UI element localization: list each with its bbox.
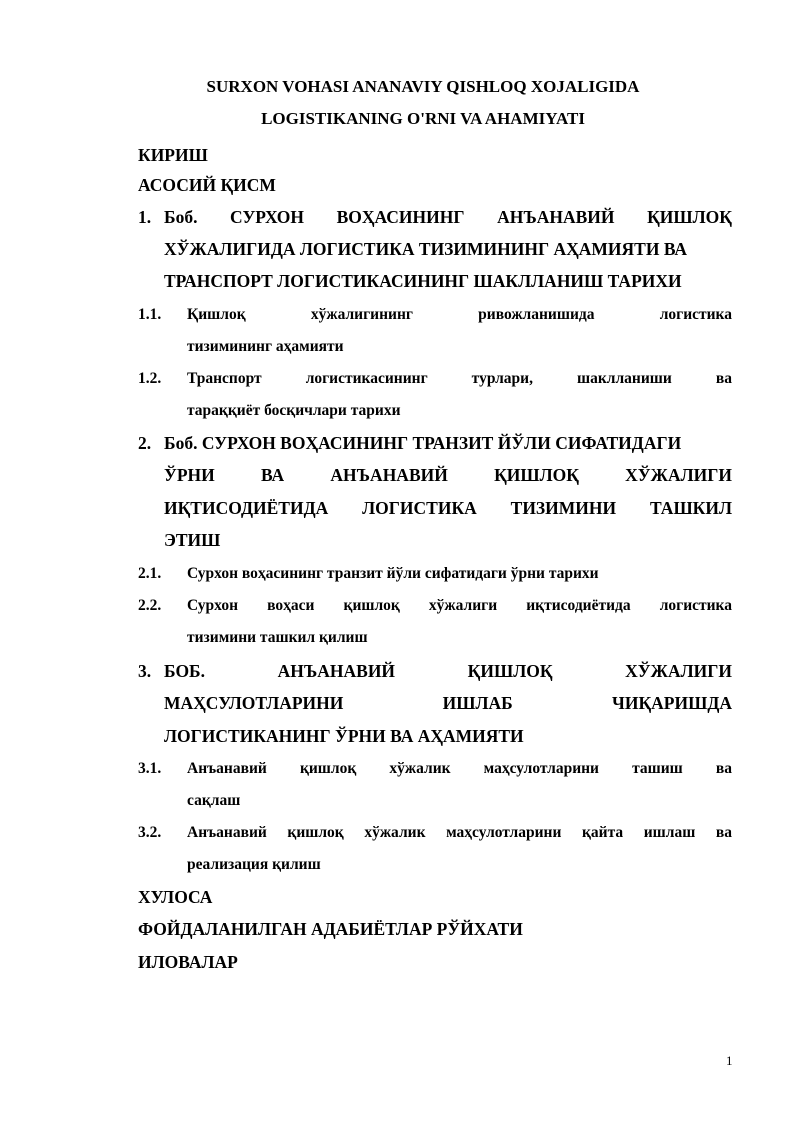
toc-word: ҚИШЛОҚ — [467, 661, 553, 681]
toc-word: қайта — [581, 824, 624, 841]
toc-word: АНЪАНАВИЙ — [277, 661, 396, 681]
toc-chapter-number: 1. — [138, 207, 152, 227]
toc-word: ишлаш — [643, 824, 696, 841]
toc-section-number: 1.1. — [138, 306, 162, 323]
toc-chapter-line — [164, 693, 732, 714]
toc-main-part: АСОСИЙ ҚИСМ — [138, 175, 276, 195]
toc-section-number: 2.1. — [138, 565, 162, 582]
toc-chapter-line — [164, 207, 732, 228]
toc-word: БОБ. — [164, 661, 206, 681]
toc-section-line — [187, 597, 732, 615]
toc-word: АНЪАНАВИЙ — [497, 207, 615, 227]
toc-word: логистика — [659, 597, 732, 614]
toc-section-number: 2.2. — [138, 597, 162, 614]
document-title-line-2: LOGISTIKANING O'RNI VA AHAMIYATI — [261, 109, 585, 128]
toc-word: маҳсулотларини — [446, 824, 562, 841]
toc-section-line — [187, 760, 732, 778]
toc-word: ВОҲАСИНИНГ — [336, 207, 465, 227]
toc-chapter-number: 3. — [138, 661, 152, 681]
toc-chapter-line: ЭТИШ — [164, 530, 221, 550]
toc-word: ва — [715, 370, 732, 387]
toc-word: ривожланишида — [478, 306, 595, 323]
toc-word: ва — [715, 824, 732, 841]
toc-word: Сурхон — [187, 597, 239, 614]
toc-section-line: реализация қилиш — [187, 856, 321, 873]
toc-word: хўжалик — [389, 760, 451, 777]
toc-word: СУРХОН — [230, 207, 305, 227]
toc-section-line: сақлаш — [187, 792, 241, 809]
toc-chapter-line — [164, 498, 732, 519]
toc-word: ИШЛАБ — [442, 693, 513, 713]
toc-word: ЛОГИСТИКА — [362, 498, 477, 518]
toc-word: хўжалик — [364, 824, 426, 841]
toc-word: ЎРНИ — [164, 465, 215, 485]
toc-chapter-line: ТРАНСПОРТ ЛОГИСТИКАСИНИНГ ШАКЛЛАНИШ ТАРИХИ — [164, 271, 682, 291]
toc-chapter-line: ЛОГИСТИКАНИНГ ЎРНИ ВА АҲАМИЯТИ — [164, 726, 524, 746]
toc-word: ҚИШЛОҚ — [494, 465, 579, 485]
toc-section-number: 3.1. — [138, 760, 162, 777]
toc-word: Анъанавий — [187, 760, 267, 777]
toc-word: Қишлоқ — [187, 306, 246, 323]
toc-word: ТИЗИМИНИ — [510, 498, 617, 518]
toc-word: логистика — [659, 306, 732, 323]
toc-word: маҳсулотларини — [483, 760, 599, 777]
toc-conclusion: ХУЛОСА — [138, 887, 213, 907]
toc-section-line: Сурхон воҳасининг транзит йўли сифатидаги ўрни тарихи — [187, 565, 599, 582]
toc-word: қишлоқ — [343, 597, 400, 614]
toc-section-line — [187, 370, 732, 388]
toc-word: воҳаси — [267, 597, 315, 614]
toc-word: ҚИШЛОҚ — [647, 207, 732, 227]
toc-word: шаклланиши — [577, 370, 672, 387]
toc-word: ИҚТИСОДИЁТИДА — [164, 498, 329, 518]
toc-word: қишлоқ — [299, 760, 357, 777]
toc-word: МАҲСУЛОТЛАРИНИ — [164, 693, 344, 713]
toc-word: АНЪАНАВИЙ — [330, 465, 448, 485]
toc-word: ТАШКИЛ — [650, 498, 732, 518]
toc-word: ташиш — [632, 760, 683, 777]
page-number: 1 — [726, 1053, 733, 1068]
toc-section-line: тизимининг аҳамияти — [187, 338, 344, 355]
toc-word: ва — [715, 760, 732, 777]
toc-word: ЧИҚАРИШДА — [612, 693, 732, 713]
toc-chapter-number: 2. — [138, 433, 152, 453]
toc-word: хўжалиги — [428, 597, 498, 614]
toc-word: хўжалигининг — [310, 306, 413, 323]
toc-word: Анъанавий — [187, 824, 267, 841]
toc-section-number: 1.2. — [138, 370, 162, 387]
toc-word: Боб. — [164, 207, 198, 227]
toc-chapter-line: ХЎЖАЛИГИДА ЛОГИСТИКА ТИЗИМИНИНГ АҲАМИЯТИ ВА — [164, 239, 688, 259]
toc-word: Транспорт — [187, 370, 262, 387]
toc-references: ФОЙДАЛАНИЛГАН АДАБИЁТЛАР РЎЙХАТИ — [138, 919, 523, 939]
toc-section-line — [187, 306, 732, 324]
toc-word: ХЎЖАЛИГИ — [625, 661, 732, 681]
toc-section-line: тараққиёт босқичлари тарихи — [187, 402, 401, 419]
toc-word: ХЎЖАЛИГИ — [625, 465, 732, 485]
toc-word: логистикасининг — [305, 370, 428, 387]
toc-word: ВА — [260, 465, 285, 485]
toc-word: иқтисодиётида — [526, 597, 631, 614]
toc-section-line: тизимини ташкил қилиш — [187, 629, 368, 646]
toc-appendices: ИЛОВАЛАР — [138, 952, 238, 972]
toc-word: қишлоқ — [287, 824, 344, 841]
toc-chapter-line — [164, 465, 732, 486]
toc-section-number: 3.2. — [138, 824, 162, 841]
toc-section-line — [187, 824, 732, 842]
toc-chapter-line — [164, 661, 732, 682]
toc-chapter-line: Боб. СУРХОН ВОҲАСИНИНГ ТРАНЗИТ ЙЎЛИ СИФАТИДАГИ — [164, 433, 682, 453]
toc-word: турлари, — [471, 370, 533, 387]
toc-intro: КИРИШ — [138, 145, 208, 165]
document-title-line-1: SURXON VOHASI ANANAVIY QISHLOQ XOJALIGIDA — [206, 77, 640, 96]
